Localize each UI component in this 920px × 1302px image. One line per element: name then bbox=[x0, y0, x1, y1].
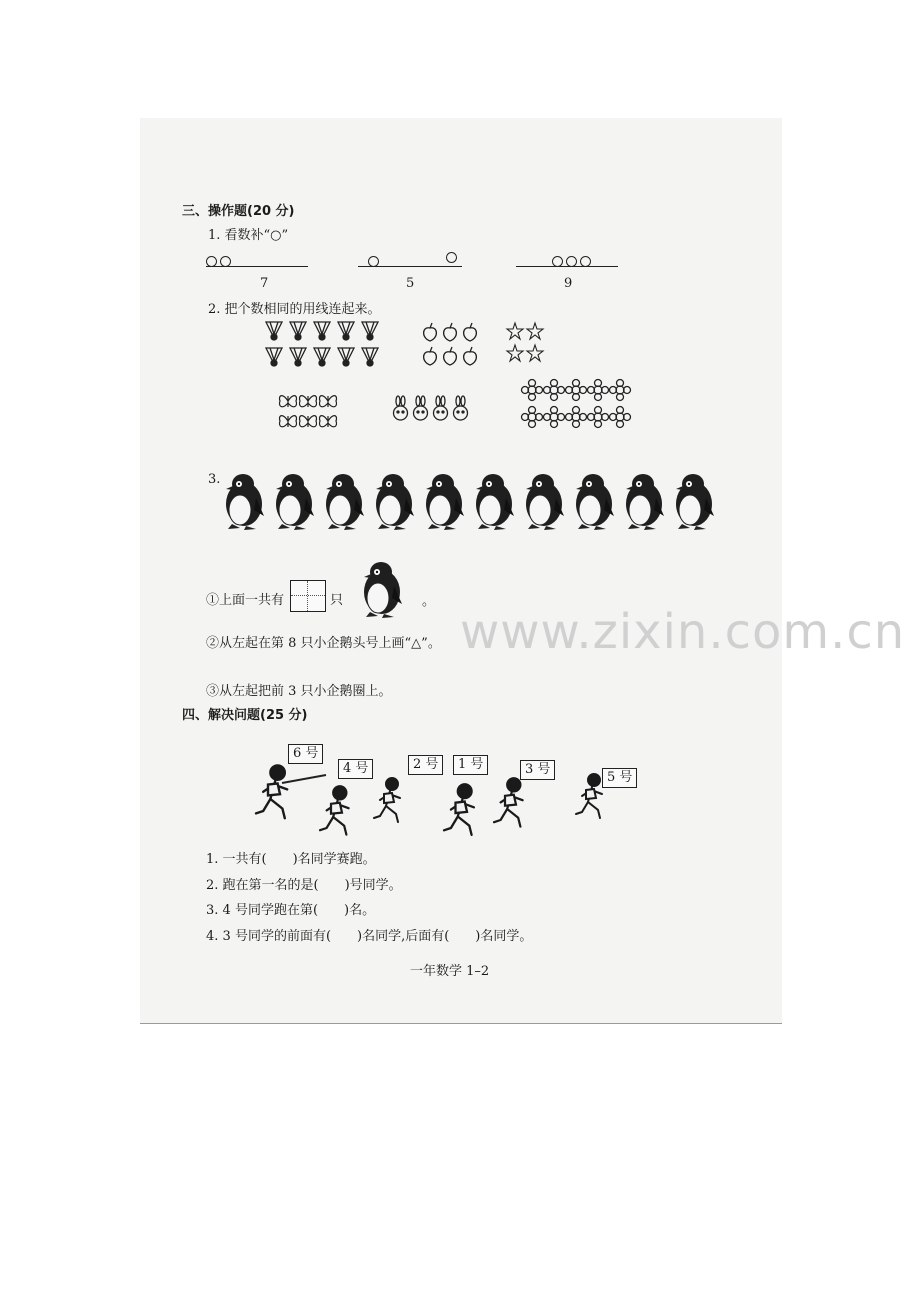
runner-tag: 4 号 bbox=[338, 759, 373, 779]
penguin-icon bbox=[224, 472, 266, 532]
s4-question-1: 1. 一共有( )名同学赛跑。 bbox=[206, 852, 376, 867]
q1-item-1-line bbox=[206, 266, 308, 267]
runner-4-figure bbox=[320, 784, 376, 838]
runner-5-figure bbox=[576, 772, 626, 822]
q3-sub1-prefix: ①上面一共有 bbox=[206, 593, 285, 608]
runner-tag: 6 号 bbox=[288, 744, 323, 764]
watermark: www.zixin.com.cn bbox=[460, 604, 906, 660]
penguin-icon bbox=[374, 472, 416, 532]
butterfly-group-icon bbox=[278, 392, 340, 432]
star-group-icon bbox=[506, 322, 550, 366]
runner-6-figure bbox=[252, 763, 312, 825]
penguin-icon bbox=[274, 472, 316, 532]
exam-sheet bbox=[140, 118, 906, 1024]
s4-question-2: 2. 跑在第一名的是( )号同学。 bbox=[206, 878, 402, 893]
q3-sub2: ②从左起在第 8 只小企鹅头号上画“△”。 bbox=[206, 636, 441, 651]
q1-item-2-circles bbox=[368, 252, 460, 271]
runner-tag: 3 号 bbox=[520, 760, 555, 780]
runner-2-figure bbox=[374, 776, 430, 826]
runner-1-figure bbox=[444, 782, 500, 840]
runner-tag: 5 号 bbox=[602, 768, 637, 788]
page-footer: 一年数学 1–2 bbox=[410, 964, 490, 979]
q1-label: 1. 看数补“○” bbox=[208, 228, 289, 243]
penguin-icon bbox=[474, 472, 516, 532]
flower-group-icon bbox=[522, 380, 634, 432]
q3-sub1-unit: 只 bbox=[330, 593, 344, 608]
penguin-icon bbox=[524, 472, 566, 532]
answer-box[interactable] bbox=[290, 580, 326, 612]
penguin-icon bbox=[424, 472, 466, 532]
s4-question-4: 4. 3 号同学的前面有( )名同学,后面有( )名同学。 bbox=[206, 929, 533, 944]
q1-item-3-number: 9 bbox=[564, 276, 573, 291]
q1-item-2-number: 5 bbox=[406, 276, 415, 291]
q1-item-3-circles bbox=[552, 252, 594, 271]
q2-label: 2. 把个数相同的用线连起来。 bbox=[208, 302, 381, 317]
penguin-row bbox=[224, 472, 724, 532]
circle-icon bbox=[446, 252, 457, 263]
penguin-icon bbox=[574, 472, 616, 532]
runner-tag: 2 号 bbox=[408, 755, 443, 775]
apple-group-icon bbox=[420, 322, 486, 368]
q3-label: 3. bbox=[208, 472, 221, 487]
section4-heading: 四、解决问题(25 分) bbox=[182, 708, 308, 723]
q1-item-1-circles bbox=[206, 252, 234, 271]
q1-item-2-line bbox=[358, 266, 462, 267]
s4-question-3: 3. 4 号同学跑在第( )名。 bbox=[206, 903, 376, 918]
q1-item-3-line bbox=[516, 266, 618, 267]
section3-heading: 三、操作题(20 分) bbox=[182, 204, 295, 219]
penguin-icon bbox=[674, 472, 716, 532]
q3-sub3: ③从左起把前 3 只小企鹅圈上。 bbox=[206, 684, 392, 699]
runner-3-figure bbox=[494, 776, 550, 832]
badminton-group-icon bbox=[264, 320, 380, 368]
penguin-icon bbox=[324, 472, 366, 532]
runner-tag: 1 号 bbox=[453, 755, 488, 775]
q3-sub1-end: 。 bbox=[422, 594, 436, 609]
penguin-icon bbox=[624, 472, 666, 532]
rabbit-group-icon bbox=[390, 396, 470, 426]
penguin-icon bbox=[362, 560, 404, 620]
q1-item-1-number: 7 bbox=[260, 276, 269, 291]
